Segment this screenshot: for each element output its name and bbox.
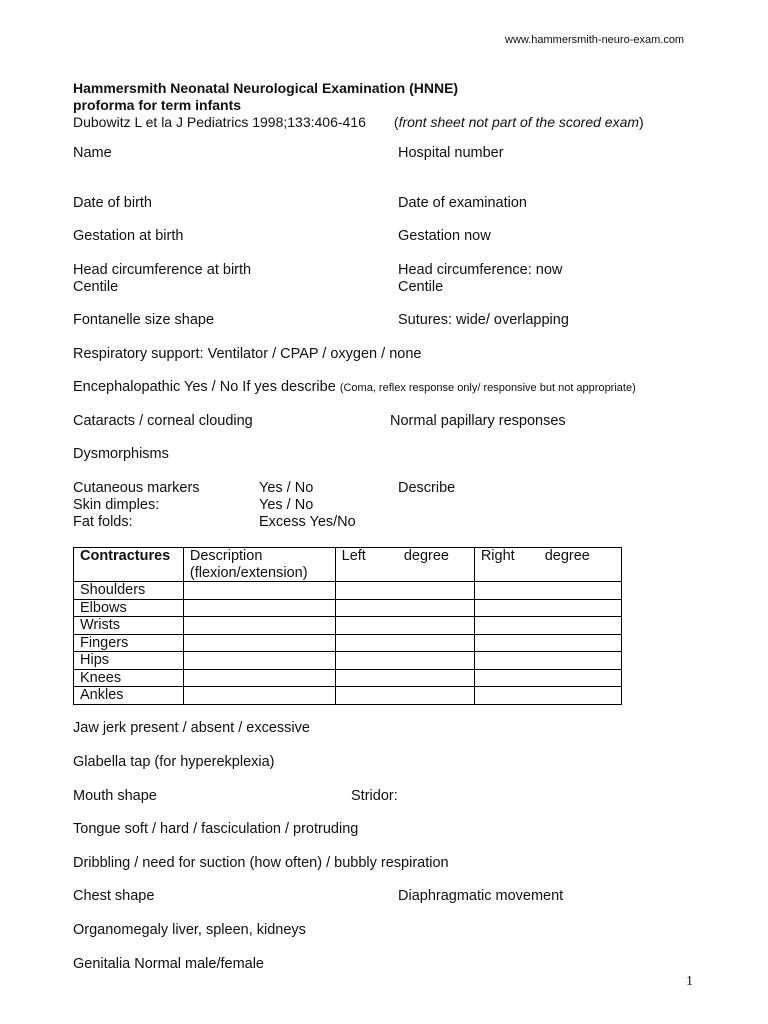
field-date-of-examination: Date of examination	[398, 195, 527, 211]
row-label: Fingers	[74, 634, 184, 652]
header-description-line1: Description	[189, 548, 263, 564]
row-label: Hips	[74, 652, 184, 670]
document-title: Hammersmith Neonatal Neurological Examination (HNNE)	[73, 80, 459, 96]
cell-left[interactable]	[335, 617, 474, 635]
field-chest-shape: Chest shape	[73, 888, 155, 904]
cell-right[interactable]	[474, 669, 621, 687]
row-label: Elbows	[74, 599, 184, 617]
citation	[73, 114, 644, 130]
cell-left[interactable]	[335, 599, 474, 617]
page-number: 1	[686, 974, 693, 989]
citation-note-open: (	[393, 114, 399, 130]
field-skin-dimples: Skin dimples:	[73, 497, 160, 513]
row-label: Shoulders	[74, 582, 184, 600]
table-row	[74, 599, 622, 617]
cell-right[interactable]	[474, 687, 621, 705]
cell-description[interactable]	[183, 652, 335, 670]
header-right-degree-label: degree	[544, 548, 590, 564]
header-left-degree-label: degree	[403, 548, 449, 564]
header-right: Right	[480, 548, 515, 564]
table-row	[74, 669, 622, 687]
field-diaphragmatic-movement: Diaphragmatic movement	[398, 888, 564, 904]
citation-text: Dubowitz L et la J Pediatrics 1998;133:406-416	[73, 114, 366, 130]
field-fat-folds-value: Excess Yes/No	[259, 514, 356, 530]
field-organomegaly: Organomegaly liver, spleen, kidneys	[73, 922, 306, 938]
header-description-line2: (flexion/extension)	[189, 564, 308, 581]
header-right-degree	[474, 548, 621, 582]
header-description	[183, 548, 335, 582]
cell-description[interactable]	[183, 634, 335, 652]
cell-description[interactable]	[183, 582, 335, 600]
field-centile-left: Centile	[73, 279, 119, 295]
field-head-circ-now: Head circumference: now	[398, 262, 563, 278]
table-row	[74, 687, 622, 705]
field-tongue: Tongue soft / hard / fasciculation / protruding	[73, 821, 359, 837]
cell-left[interactable]	[335, 687, 474, 705]
field-sutures: Sutures: wide/ overlapping	[398, 312, 569, 328]
field-cutaneous-markers: Cutaneous markers	[73, 480, 200, 496]
field-jaw-jerk: Jaw jerk present / absent / excessive	[73, 720, 310, 736]
field-fat-folds: Fat folds:	[73, 514, 133, 530]
field-papillary: Normal papillary responses	[390, 413, 566, 429]
cell-right[interactable]	[474, 652, 621, 670]
field-describe: Describe	[398, 480, 456, 496]
citation-note: front sheet not part of the scored exam	[398, 114, 640, 130]
cell-left[interactable]	[335, 652, 474, 670]
encephalopathic-note: (Coma, reflex response only/ responsive but not appropriate)	[339, 382, 636, 394]
header-left-degree	[335, 548, 474, 582]
table-row	[74, 617, 622, 635]
field-head-circ-birth: Head circumference at birth	[73, 262, 252, 278]
field-genitalia: Genitalia Normal male/female	[73, 956, 264, 972]
table-row	[74, 582, 622, 600]
field-gestation-at-birth: Gestation at birth	[73, 228, 184, 244]
cell-left[interactable]	[335, 634, 474, 652]
cell-description[interactable]	[183, 617, 335, 635]
field-fontanelle: Fontanelle size shape	[73, 312, 215, 328]
field-glabella-tap: Glabella tap (for hyperekplexia)	[73, 754, 275, 770]
table-row	[74, 652, 622, 670]
field-gestation-now: Gestation now	[398, 228, 491, 244]
contractures-table	[73, 547, 622, 705]
field-centile-right: Centile	[398, 279, 444, 295]
encephalopathic-label: Encephalopathic Yes / No If yes describe	[73, 379, 336, 395]
cell-left[interactable]	[335, 669, 474, 687]
cell-description[interactable]	[183, 669, 335, 687]
row-label: Knees	[74, 669, 184, 687]
field-name: Name	[73, 145, 112, 161]
table-row	[74, 634, 622, 652]
cell-right[interactable]	[474, 617, 621, 635]
field-date-of-birth: Date of birth	[73, 195, 152, 211]
field-encephalopathic	[73, 379, 636, 395]
field-hospital-number: Hospital number	[398, 145, 504, 161]
cell-right[interactable]	[474, 582, 621, 600]
row-label: Wrists	[74, 617, 184, 635]
field-skin-dimples-value: Yes / No	[259, 497, 314, 513]
field-stridor: Stridor:	[351, 788, 398, 804]
field-cutaneous-value: Yes / No	[259, 480, 314, 496]
header-contractures: Contractures	[74, 548, 184, 582]
cell-right[interactable]	[474, 599, 621, 617]
cell-description[interactable]	[183, 599, 335, 617]
citation-note-close: )	[639, 114, 644, 130]
field-cataracts: Cataracts / corneal clouding	[73, 413, 253, 429]
table-header-row	[74, 548, 622, 582]
field-mouth-shape: Mouth shape	[73, 788, 157, 804]
header-url: www.hammersmith-neuro-exam.com	[505, 34, 685, 46]
field-respiratory-support: Respiratory support: Ventilator / CPAP / oxygen / none	[73, 346, 422, 362]
field-dysmorphisms: Dysmorphisms	[73, 446, 169, 462]
field-dribbling: Dribbling / need for suction (how often) / bubbly respiration	[73, 855, 449, 871]
header-left: Left	[341, 548, 366, 564]
document-subtitle: proforma for term infants	[73, 97, 242, 113]
cell-description[interactable]	[183, 687, 335, 705]
row-label: Ankles	[74, 687, 184, 705]
cell-left[interactable]	[335, 582, 474, 600]
cell-right[interactable]	[474, 634, 621, 652]
